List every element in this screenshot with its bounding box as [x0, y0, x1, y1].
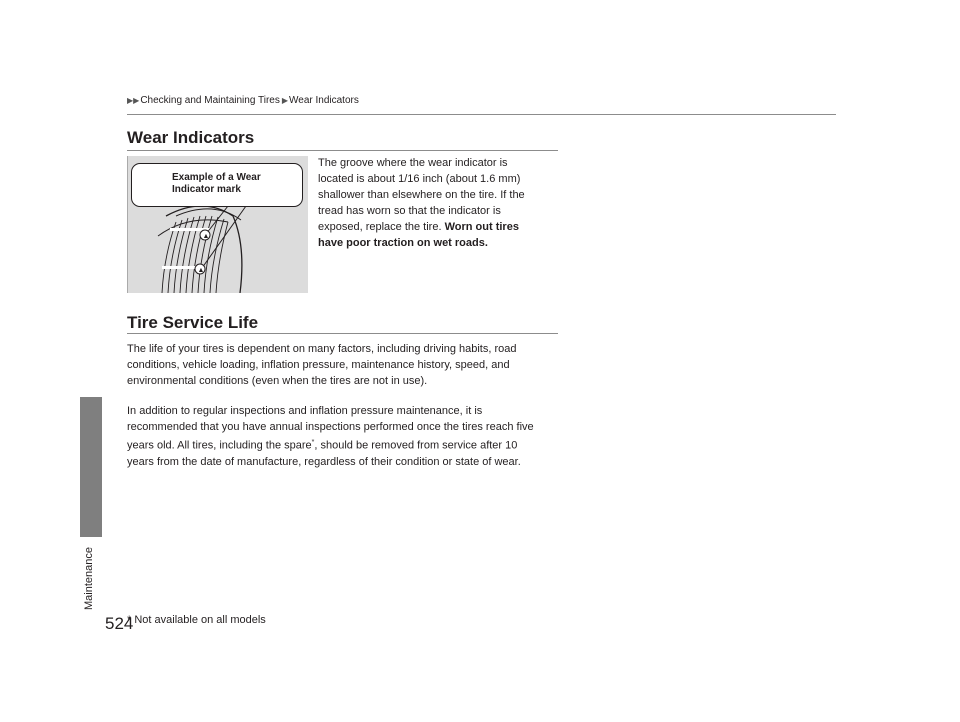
breadcrumb-item-current[interactable]: Wear Indicators — [289, 95, 359, 106]
breadcrumb-arrow-icon: ▶▶ — [127, 96, 140, 105]
section-label: Maintenance — [83, 547, 95, 610]
tire-service-life-paragraph-2: In addition to regular inspections and inflation pressure maintenance, it is recommended that you have annual inspections performed once the tires reach five years old. All tires, including the spare*, should be removed from service after 10 years from the date of manufacture, regardless of their condition or state of wear. — [127, 405, 534, 468]
header-divider — [127, 114, 836, 115]
section-heading-wear-indicators: Wear Indicators — [127, 128, 255, 147]
section-heading-tire-service-life: Tire Service Life — [127, 313, 259, 332]
breadcrumb — [127, 95, 359, 106]
section-divider — [127, 150, 558, 151]
page-number: 524 — [105, 614, 134, 633]
svg-text:▲: ▲ — [202, 233, 210, 240]
section-divider — [127, 333, 558, 334]
svg-text:▲: ▲ — [197, 267, 205, 274]
tire-service-life-paragraph-1: The life of your tires is dependent on many factors, including driving habits, road conditions, vehicle loading, inflation pressure, maintenance history, speed, and environmental conditions (even when the tires are not in use). — [127, 343, 517, 387]
footnote-marker[interactable]: * — [311, 439, 315, 446]
footnote: * Not available on all models — [127, 614, 266, 626]
wear-indicators-paragraph: The groove where the wear indicator is located is about 1/16 inch (about 1.6 mm) shallower than elsewhere on the tire. If the tread has worn so that the indicator is exposed, replace the tire. Worn out tires have poor traction on wet roads. — [318, 157, 525, 249]
breadcrumb-item-parent[interactable]: Checking and Maintaining Tires — [140, 95, 280, 106]
figure-caption: Example of a Wear Indicator mark — [172, 172, 261, 195]
breadcrumb-arrow-icon: ▶ — [281, 96, 288, 105]
